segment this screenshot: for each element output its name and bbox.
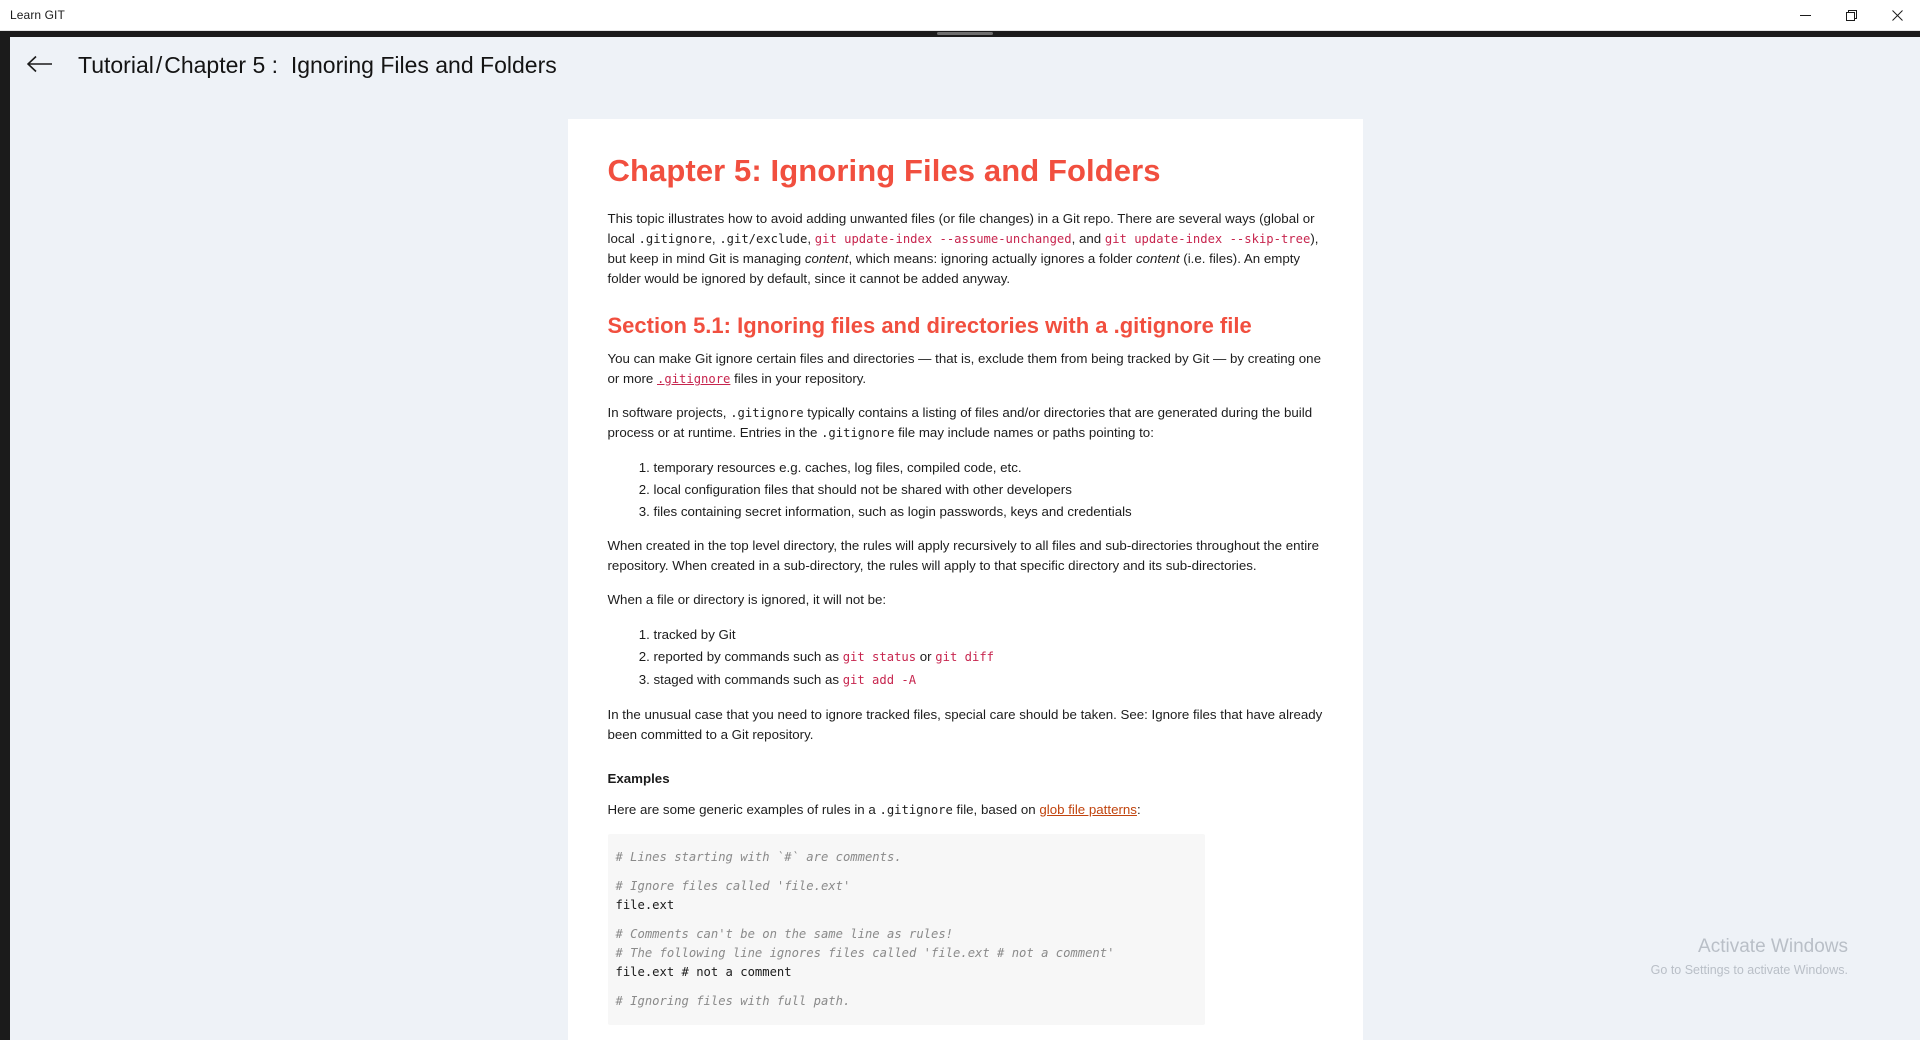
paragraph-6: In the unusual case that you need to ignore tracked files, special care should be taken. See: Ignore files that have already been committed to a Git repository. bbox=[607, 707, 1323, 742]
code-line: # Lines starting with `#` are comments. bbox=[615, 850, 902, 864]
page-title: Ignoring Files and Folders bbox=[290, 51, 557, 78]
code-line: # The following line ignores files called 'file.ext # not a comment' bbox=[615, 946, 1115, 960]
restore-icon[interactable] bbox=[1828, 0, 1874, 30]
examples-text-a: Here are some generic examples of rules in a bbox=[607, 802, 880, 817]
intro-command-2: git update-index --skip-tree bbox=[1104, 232, 1311, 246]
chapter-heading: Chapter 5: Ignoring Files and Folders bbox=[607, 153, 1161, 188]
list-item: 2. local configuration files that should not be shared with other developers bbox=[654, 479, 1323, 500]
code-line: # Ignore files called 'file.ext' bbox=[615, 879, 851, 893]
list-item bbox=[654, 646, 1323, 668]
p3-code-2: .gitignore bbox=[821, 426, 895, 440]
gitignore-link[interactable]: .gitignore bbox=[657, 372, 731, 386]
examples-text-c: : bbox=[1136, 802, 1141, 817]
list-item: 1. tracked by Git bbox=[654, 624, 1323, 645]
watermark-title: Activate Windows bbox=[1698, 936, 1848, 957]
intro-text-4: , and bbox=[1071, 231, 1105, 246]
back-button[interactable] bbox=[18, 43, 62, 87]
intro-code-2: .git/exclude bbox=[719, 232, 808, 246]
top-strip bbox=[10, 31, 1920, 37]
intro-text-6: , which means: ignoring actually ignores a folder bbox=[848, 251, 1136, 266]
ignored-effects-list bbox=[608, 624, 1323, 691]
list2-text-a: reported by commands such as bbox=[653, 649, 843, 664]
document-scroll-area[interactable] bbox=[10, 93, 1920, 1040]
drag-handle[interactable] bbox=[937, 32, 993, 35]
code-line-blank bbox=[612, 867, 1199, 877]
breadcrumb-root[interactable]: Tutorial bbox=[78, 51, 154, 78]
p3-code-1: .gitignore bbox=[730, 406, 804, 420]
p2-text-a: You can make Git ignore certain files and directories — that is, exclude them from being tracked by Git — by creating one or more bbox=[607, 351, 1321, 386]
intro-code-1: .gitignore bbox=[638, 232, 712, 246]
paragraph-3 bbox=[608, 403, 1323, 443]
code-line: file.ext # not a comment bbox=[615, 965, 792, 979]
p3-text-a: In software projects, bbox=[607, 405, 731, 420]
git-add-command: git add -A bbox=[842, 673, 917, 687]
intro-paragraph bbox=[608, 209, 1323, 289]
list3-text-a: staged with commands such as bbox=[653, 672, 843, 687]
paragraph-4: When created in the top level directory, the rules will apply recursively to all files and sub-directories throughout the entire repository. When created in a sub-directory, the rules will apply to that specific directory and its sub-directories. bbox=[607, 538, 1319, 573]
examples-code: .gitignore bbox=[879, 803, 953, 817]
section-heading: Section 5.1: Ignoring files and directories with a .gitignore file bbox=[607, 313, 1252, 338]
intro-text-3: , bbox=[807, 231, 815, 246]
content-column bbox=[10, 31, 1920, 1040]
arrow-left-icon bbox=[27, 55, 53, 76]
intro-text-7: (i.e. files). An empty folder would be ignored by default, since it cannot be added anyway. bbox=[607, 251, 1301, 286]
examples-heading: Examples bbox=[607, 771, 670, 786]
breadcrumb-separator: / bbox=[155, 51, 163, 78]
close-icon[interactable] bbox=[1874, 0, 1920, 30]
code-line: # Comments can't be on the same line as rules! bbox=[615, 927, 954, 941]
minimize-icon[interactable] bbox=[1782, 0, 1828, 30]
paragraph-5: When a file or directory is ignored, it will not be: bbox=[607, 592, 887, 607]
intro-emphasis-1: content bbox=[804, 251, 849, 266]
examples-text-b: file, based on bbox=[952, 802, 1040, 817]
paragraph-2 bbox=[608, 349, 1323, 389]
left-rail bbox=[0, 31, 10, 1040]
list-item: 3. files containing secret information, such as login passwords, keys and credentials bbox=[654, 501, 1323, 522]
glob-file-patterns-link[interactable]: glob file patterns bbox=[1039, 802, 1137, 817]
examples-intro bbox=[608, 800, 1323, 820]
p3-text-b: typically contains a listing of files and/or directories that are generated during the build process or at runtime. Entries in the bbox=[607, 405, 1313, 440]
page-header bbox=[10, 37, 1920, 93]
p2-text-b: files in your repository. bbox=[730, 371, 867, 386]
list-item: 1. temporary resources e.g. caches, log files, compiled code, etc. bbox=[654, 457, 1323, 478]
ignored-entries-list bbox=[608, 457, 1323, 522]
git-diff-command: git diff bbox=[935, 650, 994, 664]
list2-text-b: or bbox=[916, 649, 936, 664]
code-line-blank bbox=[612, 982, 1199, 992]
intro-text-2: , bbox=[711, 231, 720, 246]
window-title: Learn GIT bbox=[10, 8, 65, 22]
intro-text-5: ), but keep in mind Git is managing bbox=[607, 231, 1319, 266]
code-line: # Ignoring files with full path. bbox=[615, 994, 851, 1008]
watermark-subtitle: Go to Settings to activate Windows. bbox=[1650, 963, 1848, 977]
code-line-blank bbox=[612, 915, 1199, 925]
git-status-command: git status bbox=[842, 650, 917, 664]
breadcrumb-chapter[interactable]: Chapter 5 : bbox=[164, 51, 279, 78]
window-body bbox=[0, 31, 1920, 1040]
intro-text-1: This topic illustrates how to avoid adding unwanted files (or file changes) in a Git repo. There are several ways (global or local bbox=[607, 211, 1315, 246]
code-line: file.ext bbox=[615, 898, 675, 912]
document-sheet bbox=[568, 119, 1363, 1040]
intro-emphasis-2: content bbox=[1135, 251, 1180, 266]
list-item bbox=[654, 669, 1323, 691]
breadcrumb bbox=[78, 52, 557, 79]
intro-command-1: git update-index --assume-unchanged bbox=[814, 232, 1072, 246]
code-block bbox=[608, 834, 1205, 1025]
title-bar bbox=[0, 0, 1920, 31]
p3-text-c: file may include names or paths pointing to: bbox=[894, 425, 1154, 440]
